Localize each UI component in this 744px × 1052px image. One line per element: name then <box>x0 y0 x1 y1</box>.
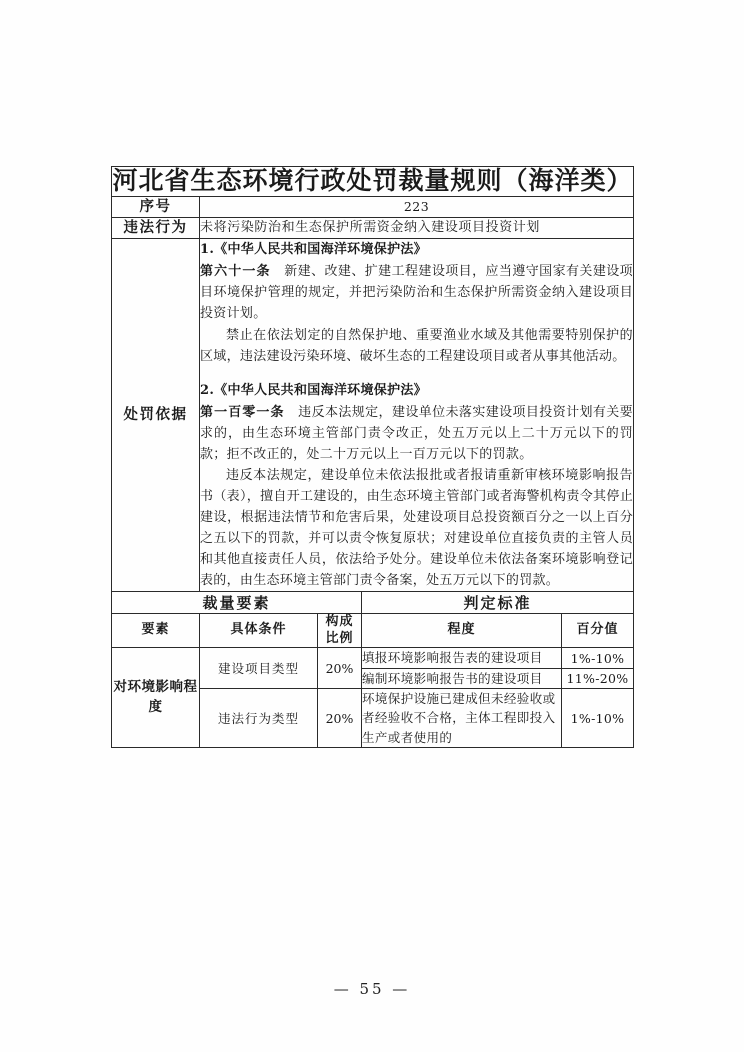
behavior-label: 违法行为 <box>112 218 200 239</box>
basis-content <box>200 239 634 592</box>
basis-item1-heading: 1.《中华人民共和国海洋环境保护法》 <box>200 242 427 258</box>
serial-row <box>112 196 634 217</box>
behavior-row <box>112 218 634 239</box>
serial-value: 223 <box>200 196 634 217</box>
factor-name-cell: 对环境影响程度 <box>112 648 200 748</box>
table-row <box>112 648 634 668</box>
discretion-header-row <box>112 614 634 648</box>
basis-item1-article <box>200 261 633 324</box>
discretion-criteria-band: 判定标准 <box>362 592 634 614</box>
document-title-cell <box>112 167 634 197</box>
basis-item2-heading: 2.《中华人民共和国海洋环境保护法》 <box>200 382 427 398</box>
basis-item2-article-number: 第一百零一条 <box>200 404 285 420</box>
basis-row <box>112 239 634 592</box>
column-header-condition: 具体条件 <box>200 614 318 648</box>
column-header-factor: 要素 <box>112 614 200 648</box>
percent-cell: 1%-10% <box>562 689 634 748</box>
serial-label: 序号 <box>112 196 200 217</box>
title-row <box>112 167 634 197</box>
basis-item2-paragraph2: 违反本法规定，建设单位未依法报批或者报请重新审核环境影响报告书（表），擅自开工建设的，由生态环境主管部门或者海警机构责令其停止建设，根据违法情节和危害后果，处建设项目总投资额百分之一以上百分之五以下的罚款，并可以责令恢复原状；对建设单位直接负责的主管人员和其他直接责任人员，依法给予处分。建设单位未依法备案环境影响登记表的，由生态环境主管部门责令备案，处五万元以下的罚款。 <box>200 467 633 589</box>
column-header-percent: 百分值 <box>562 614 634 648</box>
page-number: — 55 — <box>333 980 411 998</box>
basis-item2-article <box>200 402 633 465</box>
ratio-cell: 20% <box>318 648 362 689</box>
discretion-band-row <box>112 592 634 614</box>
behavior-value: 未将污染防治和生态保护所需资金纳入建设项目投资计划 <box>200 218 634 239</box>
degree-cell: 编制环境影响报告书的建设项目 <box>362 668 562 688</box>
percent-cell: 1%-10% <box>562 648 634 668</box>
condition-cell: 违法行为类型 <box>200 689 318 748</box>
percent-cell: 11%-20% <box>562 668 634 688</box>
basis-item2-article-text: 违反本法规定，建设单位未落实建设项目投资计划有关要求的，由生态环境主管部门责令改正，处五万元以上二十万元以下的罚款；拒不改正的，处二十万元以上一百万元以下的罚款。 <box>200 404 633 462</box>
column-header-ratio-line1: 构成 <box>325 614 354 630</box>
penalty-discretion-table <box>111 166 634 748</box>
column-header-degree: 程度 <box>362 614 562 648</box>
condition-cell: 建设项目类型 <box>200 648 318 689</box>
ratio-cell: 20% <box>318 689 362 748</box>
page-title: 河北省生态环境行政处罚裁量规则（海洋类） <box>112 166 633 195</box>
column-header-ratio <box>318 614 362 648</box>
basis-spacer <box>200 367 633 380</box>
degree-cell: 填报环境影响报告表的建设项目 <box>362 648 562 668</box>
basis-item1-paragraph2: 禁止在依法划定的自然保护地、重要渔业水域及其他需要特别保护的区域，违法建设污染环境、破坏生态的工程建设项目或者从事其他活动。 <box>200 327 633 364</box>
column-header-ratio-line2: 比例 <box>325 630 354 646</box>
basis-item1-article-number: 第六十一条 <box>200 264 271 280</box>
basis-label: 处罚依据 <box>112 239 200 592</box>
basis-item1-article-text: 新建、改建、扩建工程建设项目，应当遵守国家有关建设项目环境保护管理的规定，并把污染防治和生态保护所需资金纳入建设项目投资计划。 <box>200 264 633 322</box>
degree-cell: 环境保护设施已建成但未经验收或者经验收不合格，主体工程即投入生产或者使用的 <box>362 689 562 748</box>
discretion-factors-band: 裁量要素 <box>112 592 362 614</box>
